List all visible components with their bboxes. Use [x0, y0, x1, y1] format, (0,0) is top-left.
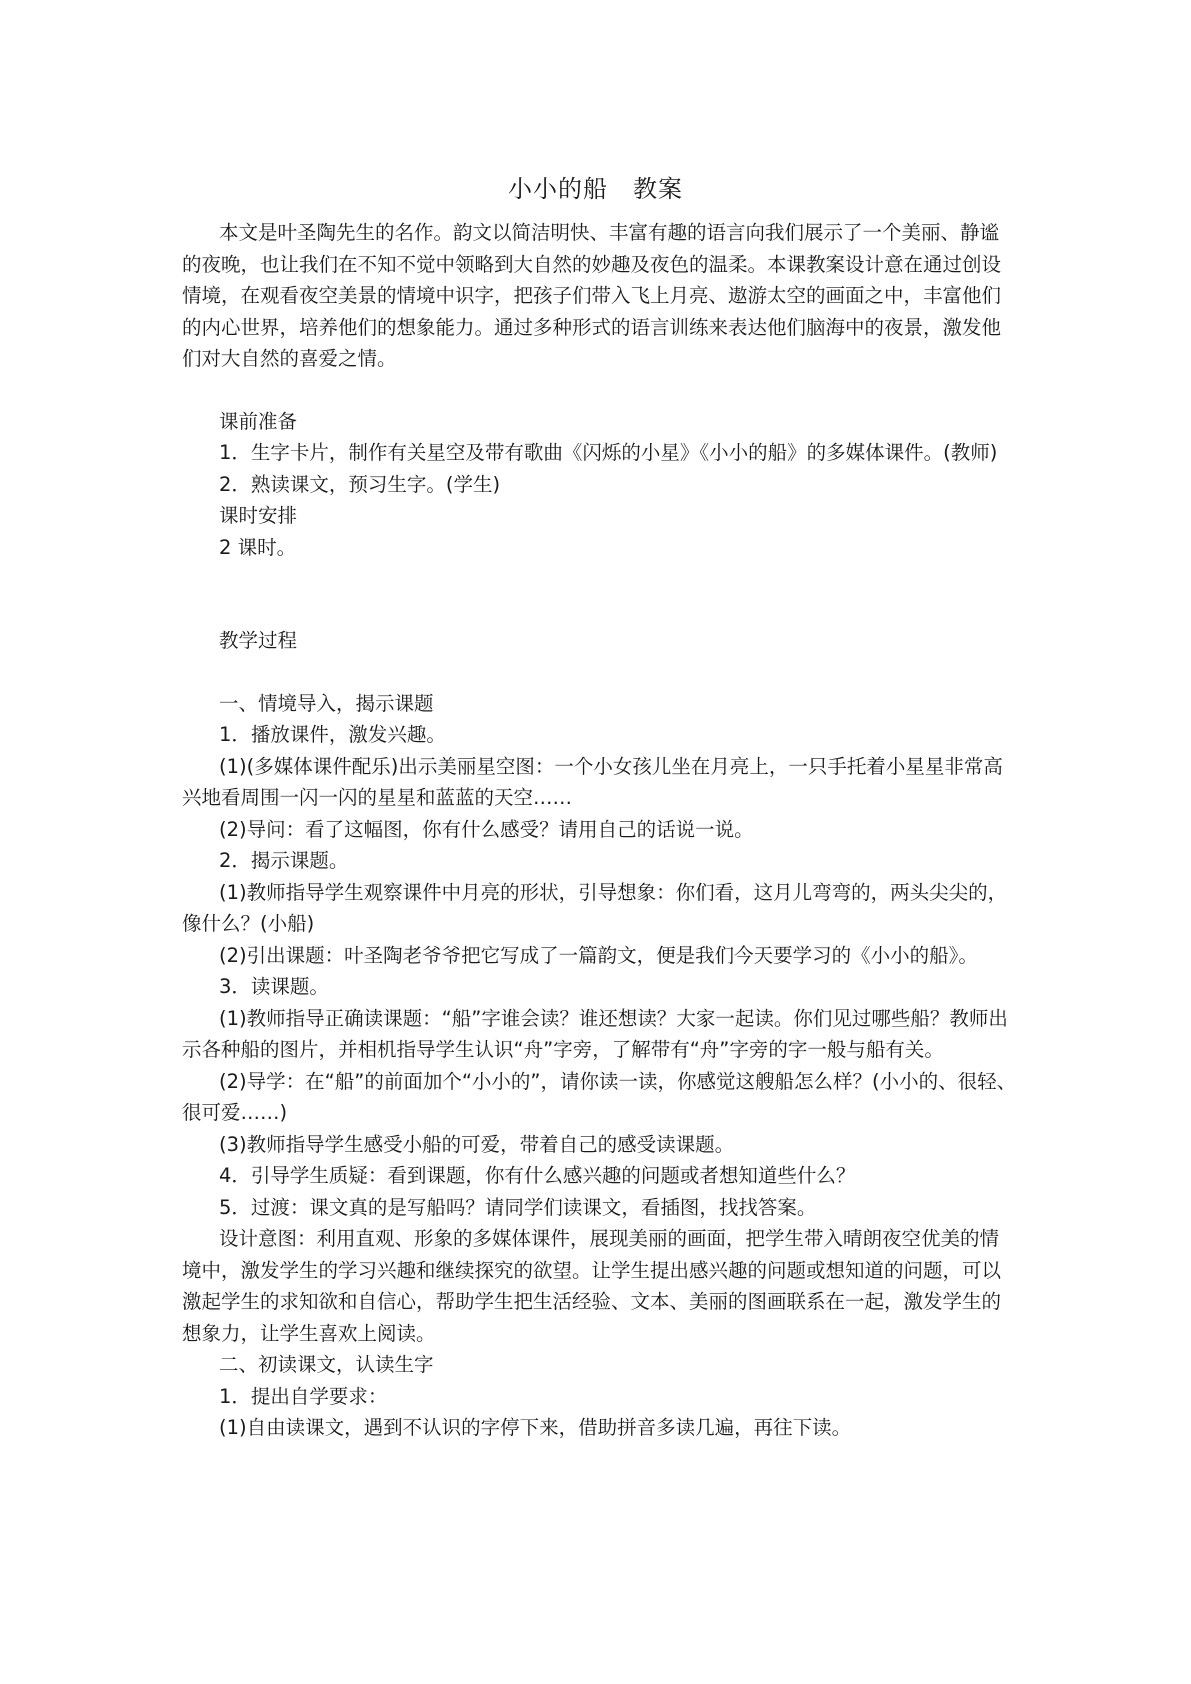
page-title: 小小的船 教案	[508, 175, 683, 203]
section1-step-1b: (2)导问：看了这幅图，你有什么感受？请用自己的话说一说。	[219, 817, 754, 841]
section1-step-2a: (1)教师指导学生观察课件中月亮的形状，引导想象：你们看，这月儿弯弯的，两头尖尖的，像什么？(小船)	[182, 880, 1008, 935]
section2-step-1: 1．提出自学要求：	[219, 1384, 388, 1408]
section1-step-2: 2．揭示课题。	[219, 849, 349, 872]
schedule-heading: 课时安排	[219, 504, 298, 527]
section1-design-intent: 设计意图：利用直观、形象的多媒体课件，展现美丽的画面，把学生带入晴朗夜空优美的情境中，激发学生的学习兴趣和继续探究的欲望。让学生提出感兴趣的问题或想知道的问题，可以激起学生的求知欲和自信心，帮助学生把生活经验、文本、美丽的图画联系在一起，激发学生的想象力，让学生喜欢上阅读。	[182, 1227, 1002, 1345]
spacer	[182, 563, 1018, 625]
section1-step-3: 3．读课题。	[219, 975, 329, 998]
section1-step-3a: (1)教师指导正确读课题：“船”字谁会读？谁还想读？大家一起读。你们见过哪些船？教师出示各种船的图片，并相机指导学生认识“舟”字旁，了解带有“舟”字旁的字一般与船有关。	[182, 1006, 1008, 1061]
section1-step-3c: (3)教师指导学生感受小船的可爱，带着自己的感受读课题。	[219, 1132, 735, 1156]
section1-heading: 一、情境导入，揭示课题	[219, 691, 434, 715]
prep-item-1: 1．生字卡片，制作有关星空及带有歌曲《闪烁的小星》《小小的船》的多媒体课件。(教师)	[219, 441, 998, 464]
section1-step-1a: (1)(多媒体课件配乐)出示美丽星空图：一个小女孩儿坐在月亮上，一只手托着小星星非常高兴地看周围一闪一闪的星星和蓝蓝的天空……	[182, 754, 1003, 809]
section2-heading: 二、初读课文，认读生字	[219, 1353, 434, 1376]
section1-step-5: 5．过渡：课文真的是写船吗？请同学们读课文，看插图，找找答案。	[219, 1195, 817, 1219]
section1-step-2b: (2)引出课题：叶圣陶老爷爷把它写成了一篇韵文，便是我们今天要学习的《小小的船》。	[219, 943, 978, 967]
document-body	[182, 217, 1018, 1444]
spacer	[182, 375, 1018, 406]
section1-step-4: 4．引导学生质疑：看到课题，你有什么感兴趣的问题或者想知道些什么？	[219, 1164, 856, 1187]
spacer	[182, 657, 1018, 688]
section1-step-1: 1．播放课件，激发兴趣。	[219, 723, 446, 746]
prep-item-2: 2．熟读课文，预习生字。(学生)	[219, 472, 501, 496]
intro-paragraph: 本文是叶圣陶先生的名作。韵文以简洁明快、丰富有趣的语言向我们展示了一个美丽、静谧的夜晚，也让我们在不知不觉中领略到大自然的妙趣及夜色的温柔。本课教案设计意在通过创设情境，在观看夜空美景的情境中识字，把孩子们带入飞上月亮、遨游太空的画面之中，丰富他们的内心世界，培养他们的想象能力。通过多种形式的语言训练来表达他们脑海中的夜景，激发他们对大自然的喜爱之情。	[182, 221, 1002, 370]
section2-step-1a: (1)自由读课文，遇到不认识的字停下来，借助拼音多读几遍，再往下读。	[219, 1416, 852, 1439]
schedule-value: 2 课时。	[219, 535, 297, 559]
process-heading: 教学过程	[219, 629, 298, 652]
section1-step-3b: (2)导学：在“船”的前面加个“小小的”，请你读一读，你感觉这艘船怎么样？(小小的、很轻、很可爱……)	[182, 1069, 1017, 1124]
prep-heading: 课前准备	[219, 409, 298, 433]
